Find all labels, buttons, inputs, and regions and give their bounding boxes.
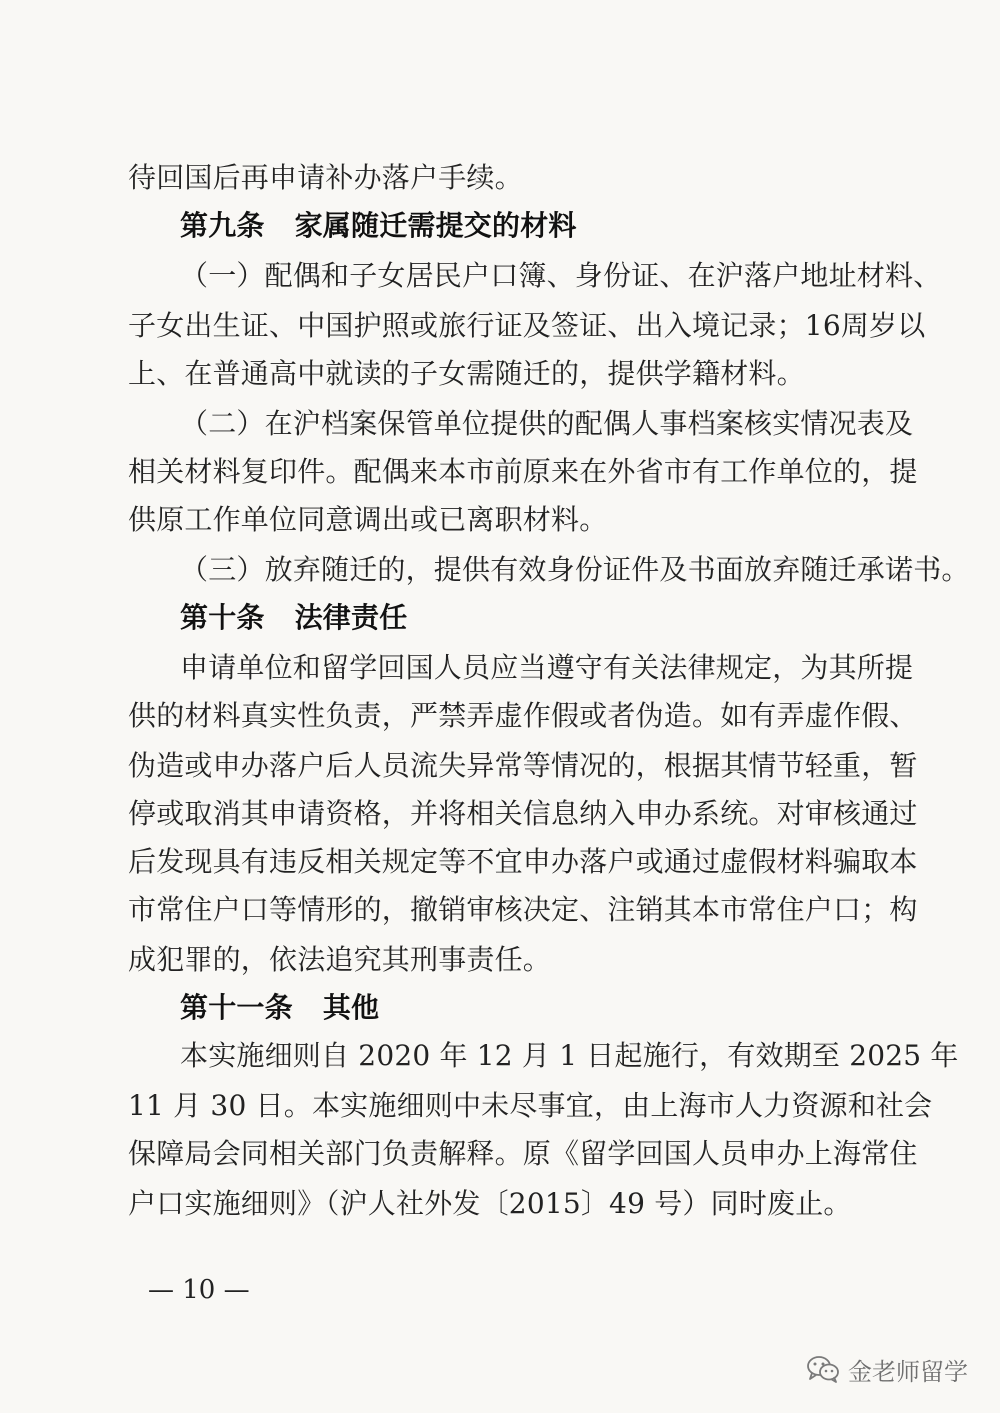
- paragraph-line: 上、在普通高中就读的子女需随迁的，提供学籍材料。: [128, 357, 805, 390]
- paragraph-line: 保障局会同相关部门负责解释。原《留学回国人员申办上海常住: [128, 1137, 918, 1170]
- paragraph-line: 停或取消其申请资格，并将相关信息纳入申办系统。对审核通过: [128, 797, 918, 830]
- page-number: — 10 —: [148, 1275, 250, 1305]
- paragraph-line: 供的材料真实性负责，严禁弄虚作假或者伪造。如有弄虚作假、: [128, 699, 918, 732]
- paragraph-line: 11 月 30 日。本实施细则中未尽事宜，由上海市人力资源和社会: [128, 1089, 933, 1122]
- paragraph-line: （二）在沪档案保管单位提供的配偶人事档案核实情况表及: [180, 407, 914, 440]
- wechat-watermark: [806, 1352, 968, 1386]
- paragraph-line: 供原工作单位同意调出或已离职材料。: [128, 503, 608, 536]
- paragraph-line: 申请单位和留学回国人员应当遵守有关法律规定，为其所提: [180, 651, 914, 684]
- section-heading-article-9: 第九条 家属随迁需提交的材料: [180, 209, 577, 242]
- paragraph-line: 相关材料复印件。配偶来本市前原来在外省市有工作单位的，提: [128, 455, 918, 488]
- section-heading-article-11: 第十一条 其他: [180, 991, 380, 1024]
- paragraph-line: （三）放弃随迁的，提供有效身份证件及书面放弃随迁承诺书。: [180, 553, 970, 586]
- paragraph-line: 市常住户口等情形的，撤销审核决定、注销其本市常住户口；构: [128, 893, 918, 926]
- paragraph-line: 伪造或申办落户后人员流失异常等情况的，根据其情节轻重，暂: [128, 749, 918, 782]
- wechat-icon: [806, 1354, 840, 1384]
- paragraph-line: 成犯罪的，依法追究其刑事责任。: [128, 943, 552, 976]
- paragraph-line: 子女出生证、中国护照或旅行证及签证、出入境记录；16周岁以: [128, 309, 926, 342]
- section-heading-article-10: 第十条 法律责任: [180, 601, 408, 634]
- paragraph-line: 待回国后再申请补办落户手续。: [128, 161, 523, 194]
- paragraph-line: （一）配偶和子女居民户口簿、身份证、在沪落户地址材料、: [180, 259, 942, 292]
- paragraph-line: 户口实施细则》（沪人社外发〔2015〕49 号）同时废止。: [128, 1187, 852, 1220]
- paragraph-line: 本实施细则自 2020 年 12 月 1 日起施行，有效期至 2025 年: [180, 1039, 959, 1072]
- paragraph-line: 后发现具有违反相关规定等不宜申办落户或通过虚假材料骗取本: [128, 845, 918, 878]
- watermark-text: 金老师留学: [848, 1357, 968, 1386]
